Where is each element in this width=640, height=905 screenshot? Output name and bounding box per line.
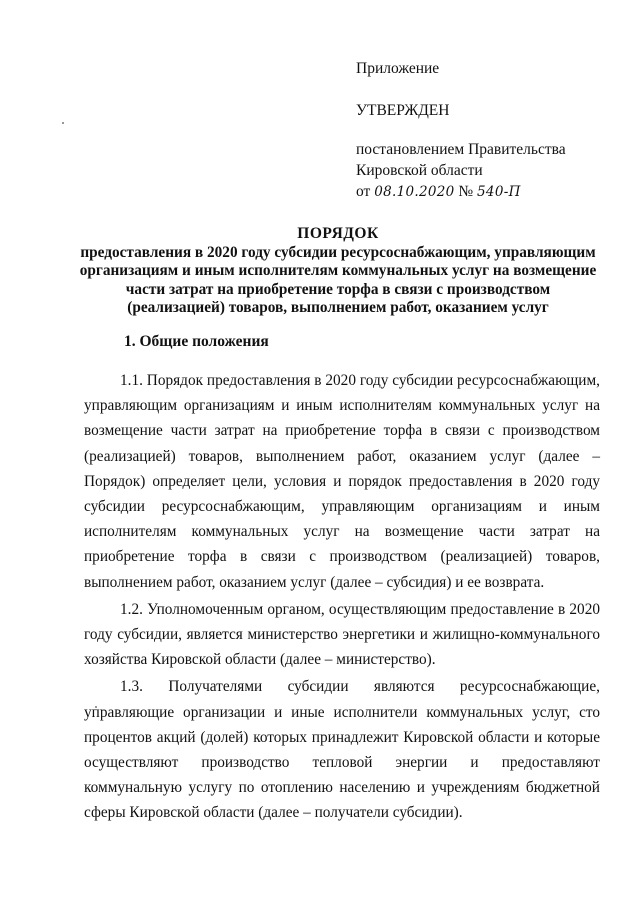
title-heading: ПОРЯДОК bbox=[297, 225, 379, 242]
section-title: Общие положения bbox=[139, 333, 269, 350]
section-number: 1. bbox=[124, 333, 136, 350]
paragraph-1-3: 1.3. Получателями субсидии являются ресурсоснабжающие, управляющие организации и иные исполнители коммунальных услуг, сто процентов акций (долей) которых принадлежит Кировской области и которые осуществляют производство тепловой энергии и предоставляют коммунальную услугу по отоплению населению и учреждениям бюджетной сферы Кировской области (далее – получатели субсидии). bbox=[84, 678, 600, 822]
approval-block bbox=[356, 58, 566, 203]
date-prefix: от bbox=[356, 183, 371, 200]
section-heading bbox=[124, 333, 269, 351]
number-prefix: № bbox=[458, 183, 474, 200]
approved-by-line: постановлением Правительства bbox=[356, 141, 566, 158]
paragraph-1-1: 1.1. Порядок предоставления в 2020 году субсидии ресурсоснабжающим, управляющим организациям и иным исполнителям коммунальных услуг на возмещение части затрат на приобретение торфа в связи с производством (реализацией) товаров, выполнением работ, оказанием услуг (далее – Порядок) определяет цели, условия и порядок предоставления в 2020 году субсидии ресурсоснабжающим, управляющим организациям и иным исполнителям коммунальных услуг на возмещение части затрат на приобретение торфа в связи с производством (реализацией) товаров, выполнением работ, оказанием услуг (далее – субсидия) и ее возврата. bbox=[84, 372, 600, 591]
document-title bbox=[78, 225, 598, 318]
handwritten-number: 540-П bbox=[477, 184, 521, 200]
title-subtitle: предоставления в 2020 году субсидии ресурсоснабжающим, управляющим организациям и иным исполнителям коммунальных услуг на возмещение части затрат на приобретение торфа в связи с производством (реализацией) товаров, выполнением работ, оказанием услуг bbox=[79, 243, 597, 316]
document-body bbox=[84, 368, 600, 828]
approved-label: УТВЕРЖДЕН bbox=[356, 102, 450, 119]
scan-speck bbox=[62, 122, 64, 124]
paragraph-1-2: 1.2. Уполномоченным органом, осуществляющим предоставление в 2020 году субсидии, является министерство энергетики и жилищно-коммунального хозяйства Кировской области (далее – министерство). bbox=[84, 600, 600, 669]
handwritten-date: 08.10.2020 bbox=[374, 184, 455, 200]
region-line: Кировской области bbox=[356, 162, 483, 179]
appendix-label: Приложение bbox=[356, 60, 440, 77]
date-number-line bbox=[356, 181, 566, 203]
